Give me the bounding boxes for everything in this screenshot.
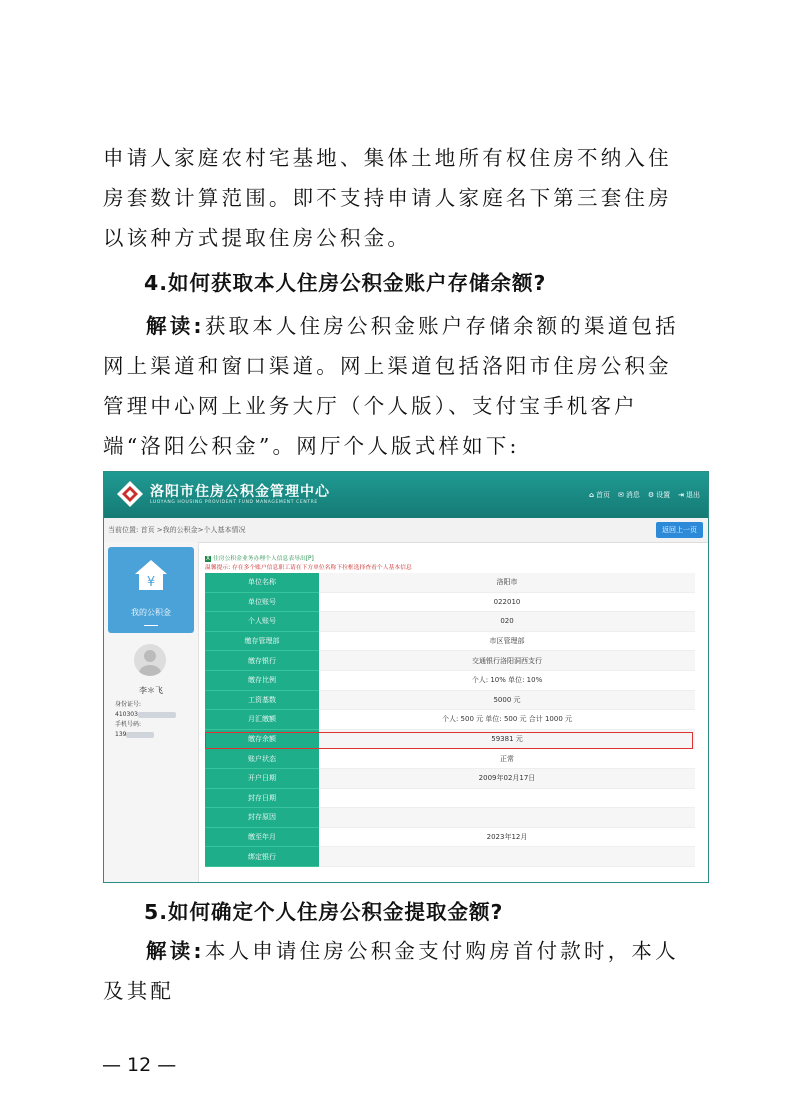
row-label: 月汇缴额: [205, 710, 319, 730]
user-icon: [134, 644, 166, 676]
home-icon: ⌂: [588, 491, 594, 499]
table-row: [205, 573, 695, 593]
row-label: 开户日期: [205, 769, 319, 789]
table-row: [205, 651, 695, 671]
row-label: 工资基数: [205, 691, 319, 711]
breadcrumb-bar: [104, 518, 708, 543]
row-value: 正常: [319, 749, 695, 769]
row-label: 个人账号: [205, 612, 319, 632]
paragraph-3-label: 解读:: [146, 939, 205, 963]
page-number: — 12 —: [102, 1054, 177, 1076]
row-label: 账户状态: [205, 749, 319, 769]
table-row: [205, 828, 695, 848]
row-value: 5000 元: [319, 691, 695, 711]
row-label: 绑定银行: [205, 847, 319, 867]
logo-icon: [116, 480, 144, 508]
back-button[interactable]: 返回上一页: [656, 522, 703, 538]
paragraph-2: [103, 306, 693, 466]
message-icon: ✉: [617, 491, 624, 499]
svg-text:¥: ¥: [146, 575, 156, 590]
portal-title: 洛阳市住房公积金管理中心: [150, 484, 330, 500]
breadcrumb: 当前位置: 首页 >我的公积金>个人基本情况: [108, 526, 246, 534]
logout-icon: ⇥: [678, 491, 684, 499]
row-label: 缴存银行: [205, 651, 319, 671]
table-row: [205, 632, 695, 652]
sidebar: [104, 542, 199, 882]
nav-settings[interactable]: ⚙ 设置: [647, 491, 671, 499]
paragraph-3: [103, 931, 693, 1011]
nav-home[interactable]: ⌂ 首页: [588, 491, 610, 499]
row-value: 交通银行洛阳洞西支行: [319, 651, 695, 671]
row-label: 单位账号: [205, 593, 319, 613]
table-row: [205, 749, 695, 769]
user-name: 李＊飞: [139, 686, 163, 695]
row-value: 59381 元: [319, 730, 695, 750]
row-value: 022010: [319, 593, 695, 613]
row-value: [319, 808, 695, 828]
card-underline: [144, 625, 158, 626]
table-row: [205, 769, 695, 789]
row-value: 2023年12月: [319, 828, 695, 848]
table-row: [205, 691, 695, 711]
avatar: [134, 644, 166, 676]
portal-nav: [589, 490, 700, 500]
portal-subtitle: LUOYANG HOUSING PROVIDENT FUND MANAGEMENT CENTRE: [150, 500, 318, 505]
heading-4: 4.如何获取本人住房公积金账户存储余额?: [144, 271, 547, 295]
account-info-table: [205, 573, 695, 867]
nav-messages[interactable]: ✉ 消息: [617, 491, 640, 499]
phone-value: 139: [115, 730, 176, 740]
web-portal-screenshot: [103, 471, 709, 883]
table-row: [205, 847, 695, 867]
row-label: 缴存比例: [205, 671, 319, 691]
my-fund-card[interactable]: [108, 547, 194, 633]
id-value: 410303: [115, 710, 176, 720]
table-row: [205, 789, 695, 809]
row-value: 020: [319, 612, 695, 632]
table-row: [205, 808, 695, 828]
table-row: [205, 710, 695, 730]
highlight-balance-row: [205, 732, 693, 749]
row-label: 单位名称: [205, 573, 319, 593]
row-value: 个人: 10% 单位: 10%: [319, 671, 695, 691]
export-link[interactable]: X 住房公积金业务办理个人信息表导出[P]: [206, 556, 314, 562]
table-row: [205, 612, 695, 632]
row-label: 缴存管理部: [205, 632, 319, 652]
row-value: 市区管理部: [319, 632, 695, 652]
row-label: 缴存余额: [205, 730, 319, 750]
gear-icon: ⚙: [647, 491, 655, 499]
warning-notice: 温馨提示: 存在多个账户信息职工请在下方单位名称下拉框选择查看个人基本信息: [205, 565, 412, 571]
phone-label: 手机号码:: [115, 721, 142, 728]
nav-logout[interactable]: ⇥ 退出: [678, 491, 700, 499]
row-label: 缴至年月: [205, 828, 319, 848]
row-value: [319, 789, 695, 809]
user-info: [115, 700, 176, 740]
paragraph-1: 申请人家庭农村宅基地、集体土地所有权住房不纳入住房套数计算范围。即不支持申请人家庭名下第三套住房以该种方式提取住房公积金。: [103, 146, 672, 250]
row-label: 封存日期: [205, 789, 319, 809]
paragraph-2-label: 解读:: [146, 314, 205, 338]
row-value: 2009年02月17日: [319, 769, 695, 789]
table-row: [205, 671, 695, 691]
portal-header: [104, 472, 708, 518]
paragraph-3-text: 本人申请住房公积金支付购房首付款时，本人及其配: [103, 939, 679, 1003]
paragraph-2-text: 获取本人住房公积金账户存储余额的渠道包括网上渠道和窗口渠道。网上渠道包括洛阳市住房公积金管理中心网上业务大厅（个人版）、支付宝手机客户端“洛阳公积金”。网厅个人版式样如下:: [103, 314, 679, 458]
heading-5: 5.如何确定个人住房公积金提取金额?: [144, 900, 504, 924]
row-value: [319, 847, 695, 867]
row-label: 封存原因: [205, 808, 319, 828]
house-yen-icon: [134, 559, 168, 591]
my-fund-label: 我的公积金: [131, 608, 171, 617]
row-value: 个人: 500 元 单位: 500 元 合计 1000 元: [319, 710, 695, 730]
table-row: [205, 593, 695, 613]
id-label: 身份证号:: [115, 701, 142, 708]
row-value: 洛阳市: [319, 573, 695, 593]
